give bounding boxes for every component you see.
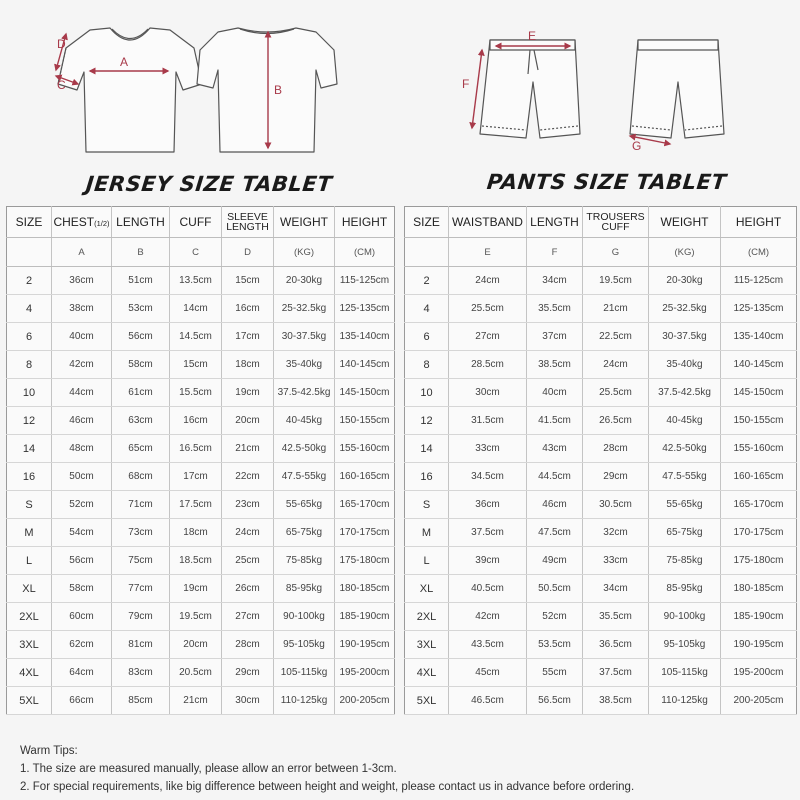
table-row xyxy=(7,435,395,463)
table-row xyxy=(7,491,395,519)
pants-diagram xyxy=(460,22,740,152)
size-cell: 12 xyxy=(405,407,449,435)
header-trousers-cuff xyxy=(583,207,649,238)
dimension-f-arrow xyxy=(472,50,482,128)
value-cell: 170-175cm xyxy=(335,519,395,547)
value-cell: 24cm xyxy=(222,519,274,547)
value-cell: 160-165cm xyxy=(335,463,395,491)
value-cell: 34cm xyxy=(527,267,583,295)
table-row xyxy=(405,659,797,687)
tips-line-2: 2. For special requirements, like big difference between height and weight, please contact us in advance before ordering. xyxy=(20,781,635,793)
header-trousers-line2: CUFF xyxy=(601,220,630,233)
value-cell: 25-32.5kg xyxy=(274,295,335,323)
table-row xyxy=(405,631,797,659)
value-cell: 140-145cm xyxy=(335,351,395,379)
value-cell: 61cm xyxy=(112,379,170,407)
header-sleeve-line1: SLEEVE xyxy=(227,210,268,223)
value-cell: 20-30kg xyxy=(649,267,721,295)
value-cell: 56.5cm xyxy=(527,687,583,715)
value-cell: 46cm xyxy=(52,407,112,435)
value-cell: 33cm xyxy=(449,435,527,463)
value-cell: 52cm xyxy=(527,603,583,631)
size-cell: 5XL xyxy=(405,687,449,715)
header-cuff: CUFF xyxy=(170,207,222,238)
value-cell: 21cm xyxy=(222,435,274,463)
value-cell: 35-40kg xyxy=(649,351,721,379)
size-cell: XL xyxy=(405,575,449,603)
value-cell: 22.5cm xyxy=(583,323,649,351)
value-cell: 23cm xyxy=(222,491,274,519)
value-cell: 46.5cm xyxy=(449,687,527,715)
value-cell: 17cm xyxy=(222,323,274,351)
value-cell: 17cm xyxy=(170,463,222,491)
size-cell: 10 xyxy=(405,379,449,407)
size-cell: 3XL xyxy=(405,631,449,659)
table-row xyxy=(405,491,797,519)
value-cell: 51cm xyxy=(112,267,170,295)
value-cell: 25.5cm xyxy=(449,295,527,323)
header-height: HEIGHT xyxy=(335,207,395,238)
header-weight: WEIGHT xyxy=(274,207,335,238)
value-cell: 81cm xyxy=(112,631,170,659)
header-weight: WEIGHT xyxy=(649,207,721,238)
value-cell: 15cm xyxy=(222,267,274,295)
table-row xyxy=(7,687,395,715)
value-cell: 190-195cm xyxy=(721,631,797,659)
size-cell: 2 xyxy=(7,267,52,295)
value-cell: 19.5cm xyxy=(170,603,222,631)
value-cell: 16.5cm xyxy=(170,435,222,463)
value-cell: 25cm xyxy=(222,547,274,575)
table-row xyxy=(405,407,797,435)
value-cell: 115-125cm xyxy=(335,267,395,295)
value-cell: 50cm xyxy=(52,463,112,491)
value-cell: 20.5cm xyxy=(170,659,222,687)
value-cell: 56cm xyxy=(112,323,170,351)
value-cell: 43.5cm xyxy=(449,631,527,659)
value-cell: 30cm xyxy=(449,379,527,407)
value-cell: 165-170cm xyxy=(335,491,395,519)
value-cell: 37.5cm xyxy=(583,659,649,687)
value-cell: 65cm xyxy=(112,435,170,463)
size-cell: 4 xyxy=(405,295,449,323)
value-cell: 37.5-42.5kg xyxy=(649,379,721,407)
value-cell: 180-185cm xyxy=(721,575,797,603)
unit-cell xyxy=(7,238,52,267)
value-cell: 64cm xyxy=(52,659,112,687)
value-cell: 155-160cm xyxy=(721,435,797,463)
size-cell: 6 xyxy=(405,323,449,351)
value-cell: 75-85kg xyxy=(274,547,335,575)
value-cell: 55cm xyxy=(527,659,583,687)
value-cell: 18cm xyxy=(170,519,222,547)
value-cell: 37.5-42.5kg xyxy=(274,379,335,407)
value-cell: 53cm xyxy=(112,295,170,323)
value-cell: 62cm xyxy=(52,631,112,659)
table-row xyxy=(7,547,395,575)
value-cell: 26cm xyxy=(222,575,274,603)
warm-tips xyxy=(20,742,634,796)
value-cell: 115-125cm xyxy=(721,267,797,295)
value-cell: 140-145cm xyxy=(721,351,797,379)
value-cell: 16cm xyxy=(170,407,222,435)
value-cell: 195-200cm xyxy=(335,659,395,687)
value-cell: 95-105kg xyxy=(274,631,335,659)
table-row xyxy=(405,323,797,351)
table-row xyxy=(7,659,395,687)
value-cell: 125-135cm xyxy=(721,295,797,323)
value-cell: 28cm xyxy=(222,631,274,659)
unit-cell: C xyxy=(170,238,222,267)
dimension-d-label: D xyxy=(57,37,66,51)
value-cell: 55-65kg xyxy=(649,491,721,519)
value-cell: 135-140cm xyxy=(335,323,395,351)
value-cell: 48cm xyxy=(52,435,112,463)
value-cell: 19.5cm xyxy=(583,267,649,295)
pants-size-table xyxy=(404,206,797,715)
value-cell: 36.5cm xyxy=(583,631,649,659)
table-row xyxy=(405,463,797,491)
value-cell: 95-105kg xyxy=(649,631,721,659)
value-cell: 54cm xyxy=(52,519,112,547)
value-cell: 44.5cm xyxy=(527,463,583,491)
value-cell: 85-95kg xyxy=(649,575,721,603)
value-cell: 19cm xyxy=(222,379,274,407)
value-cell: 20cm xyxy=(170,631,222,659)
unit-cell: A xyxy=(52,238,112,267)
table-row xyxy=(405,687,797,715)
value-cell: 65-75kg xyxy=(649,519,721,547)
value-cell: 25-32.5kg xyxy=(649,295,721,323)
pants-front-icon xyxy=(480,40,580,138)
value-cell: 38cm xyxy=(52,295,112,323)
value-cell: 38.5cm xyxy=(583,687,649,715)
value-cell: 17.5cm xyxy=(170,491,222,519)
value-cell: 145-150cm xyxy=(335,379,395,407)
value-cell: 14cm xyxy=(170,295,222,323)
value-cell: 75-85kg xyxy=(649,547,721,575)
value-cell: 85-95kg xyxy=(274,575,335,603)
size-cell: 4 xyxy=(7,295,52,323)
pants-header-row xyxy=(405,207,797,238)
value-cell: 35.5cm xyxy=(583,603,649,631)
unit-cell: B xyxy=(112,238,170,267)
value-cell: 32cm xyxy=(583,519,649,547)
value-cell: 200-205cm xyxy=(721,687,797,715)
value-cell: 19cm xyxy=(170,575,222,603)
value-cell: 41.5cm xyxy=(527,407,583,435)
size-cell: M xyxy=(7,519,52,547)
value-cell: 30.5cm xyxy=(583,491,649,519)
table-row xyxy=(7,463,395,491)
value-cell: 21cm xyxy=(170,687,222,715)
value-cell: 155-160cm xyxy=(335,435,395,463)
table-row xyxy=(7,575,395,603)
value-cell: 27cm xyxy=(222,603,274,631)
size-cell: M xyxy=(405,519,449,547)
jersey-back-icon xyxy=(197,28,337,152)
table-row xyxy=(7,351,395,379)
value-cell: 90-100kg xyxy=(274,603,335,631)
value-cell: 30cm xyxy=(222,687,274,715)
table-row xyxy=(405,575,797,603)
jersey-header-row xyxy=(7,207,395,238)
header-chest-label: CHEST xyxy=(53,215,95,229)
value-cell: 58cm xyxy=(112,351,170,379)
tips-line-1: 1. The size are measured manually, please allow an error between 1-3cm. xyxy=(20,763,397,775)
value-cell: 165-170cm xyxy=(721,491,797,519)
table-row xyxy=(7,519,395,547)
unit-cell: (KG) xyxy=(274,238,335,267)
value-cell: 14.5cm xyxy=(170,323,222,351)
unit-cell: D xyxy=(222,238,274,267)
jersey-diagram xyxy=(40,14,350,164)
value-cell: 185-190cm xyxy=(335,603,395,631)
value-cell: 28cm xyxy=(583,435,649,463)
value-cell: 145-150cm xyxy=(721,379,797,407)
value-cell: 42cm xyxy=(52,351,112,379)
unit-cell: (CM) xyxy=(335,238,395,267)
value-cell: 160-165cm xyxy=(721,463,797,491)
value-cell: 180-185cm xyxy=(335,575,395,603)
value-cell: 22cm xyxy=(222,463,274,491)
table-row xyxy=(7,323,395,351)
dimension-b-label: B xyxy=(274,83,283,97)
value-cell: 83cm xyxy=(112,659,170,687)
table-row xyxy=(405,267,797,295)
value-cell: 18cm xyxy=(222,351,274,379)
jersey-title: JERSEY SIZE TABLET xyxy=(84,172,334,196)
size-cell: L xyxy=(7,547,52,575)
value-cell: 55-65kg xyxy=(274,491,335,519)
unit-cell: F xyxy=(527,238,583,267)
value-cell: 53.5cm xyxy=(527,631,583,659)
value-cell: 34.5cm xyxy=(449,463,527,491)
value-cell: 47.5-55kg xyxy=(274,463,335,491)
value-cell: 42.5-50kg xyxy=(649,435,721,463)
pants-back-icon xyxy=(630,40,724,138)
value-cell: 175-180cm xyxy=(721,547,797,575)
value-cell: 85cm xyxy=(112,687,170,715)
tips-heading: Warm Tips: xyxy=(20,745,78,757)
value-cell: 105-115kg xyxy=(649,659,721,687)
header-waistband: WAISTBAND xyxy=(449,207,527,238)
value-cell: 150-155cm xyxy=(721,407,797,435)
value-cell: 30-37.5kg xyxy=(649,323,721,351)
value-cell: 27cm xyxy=(449,323,527,351)
value-cell: 79cm xyxy=(112,603,170,631)
unit-cell: (KG) xyxy=(649,238,721,267)
value-cell: 15.5cm xyxy=(170,379,222,407)
table-row xyxy=(7,295,395,323)
size-cell: 16 xyxy=(7,463,52,491)
value-cell: 105-115kg xyxy=(274,659,335,687)
value-cell: 195-200cm xyxy=(721,659,797,687)
dimension-c-label: C xyxy=(57,78,66,92)
size-cell: 10 xyxy=(7,379,52,407)
value-cell: 60cm xyxy=(52,603,112,631)
value-cell: 29cm xyxy=(222,659,274,687)
size-cell: 16 xyxy=(405,463,449,491)
value-cell: 110-125kg xyxy=(649,687,721,715)
unit-cell: E xyxy=(449,238,527,267)
value-cell: 16cm xyxy=(222,295,274,323)
value-cell: 46cm xyxy=(527,491,583,519)
value-cell: 25.5cm xyxy=(583,379,649,407)
value-cell: 65-75kg xyxy=(274,519,335,547)
value-cell: 24cm xyxy=(449,267,527,295)
value-cell: 40cm xyxy=(527,379,583,407)
value-cell: 56cm xyxy=(52,547,112,575)
header-sleeve-length xyxy=(222,207,274,238)
table-row xyxy=(7,267,395,295)
table-row xyxy=(405,351,797,379)
value-cell: 75cm xyxy=(112,547,170,575)
value-cell: 71cm xyxy=(112,491,170,519)
size-cell: 3XL xyxy=(7,631,52,659)
table-row xyxy=(405,603,797,631)
unit-cell: (CM) xyxy=(721,238,797,267)
size-cell: XL xyxy=(7,575,52,603)
value-cell: 31.5cm xyxy=(449,407,527,435)
size-cell: 12 xyxy=(7,407,52,435)
unit-cell xyxy=(405,238,449,267)
pants-unit-row xyxy=(405,238,797,267)
value-cell: 44cm xyxy=(52,379,112,407)
header-trousers-line1: TROUSERS xyxy=(586,210,645,223)
size-cell: 8 xyxy=(7,351,52,379)
table-row xyxy=(7,407,395,435)
value-cell: 40.5cm xyxy=(449,575,527,603)
table-row xyxy=(7,631,395,659)
value-cell: 20cm xyxy=(222,407,274,435)
value-cell: 52cm xyxy=(52,491,112,519)
value-cell: 175-180cm xyxy=(335,547,395,575)
size-cell: 2XL xyxy=(7,603,52,631)
header-size: SIZE xyxy=(405,207,449,238)
value-cell: 18.5cm xyxy=(170,547,222,575)
value-cell: 90-100kg xyxy=(649,603,721,631)
value-cell: 200-205cm xyxy=(335,687,395,715)
value-cell: 43cm xyxy=(527,435,583,463)
dimension-g-label: G xyxy=(632,139,642,152)
value-cell: 42.5-50kg xyxy=(274,435,335,463)
size-cell: S xyxy=(405,491,449,519)
size-cell: 4XL xyxy=(405,659,449,687)
header-height: HEIGHT xyxy=(721,207,797,238)
value-cell: 40-45kg xyxy=(274,407,335,435)
dimension-f-label: F xyxy=(462,77,470,91)
value-cell: 63cm xyxy=(112,407,170,435)
value-cell: 21cm xyxy=(583,295,649,323)
value-cell: 190-195cm xyxy=(335,631,395,659)
value-cell: 66cm xyxy=(52,687,112,715)
table-row xyxy=(405,435,797,463)
unit-cell: G xyxy=(583,238,649,267)
value-cell: 35-40kg xyxy=(274,351,335,379)
value-cell: 30-37.5kg xyxy=(274,323,335,351)
dimension-a-label: A xyxy=(120,55,129,69)
value-cell: 170-175cm xyxy=(721,519,797,547)
pants-title: PANTS SIZE TABLET xyxy=(485,170,728,194)
size-cell: 8 xyxy=(405,351,449,379)
value-cell: 13.5cm xyxy=(170,267,222,295)
table-row xyxy=(405,547,797,575)
jersey-unit-row xyxy=(7,238,395,267)
value-cell: 29cm xyxy=(583,463,649,491)
value-cell: 15cm xyxy=(170,351,222,379)
size-cell: 6 xyxy=(7,323,52,351)
value-cell: 47.5cm xyxy=(527,519,583,547)
header-length: LENGTH xyxy=(527,207,583,238)
value-cell: 125-135cm xyxy=(335,295,395,323)
size-cell: S xyxy=(7,491,52,519)
value-cell: 37.5cm xyxy=(449,519,527,547)
table-row xyxy=(405,519,797,547)
jersey-front-icon xyxy=(58,28,202,152)
value-cell: 40cm xyxy=(52,323,112,351)
size-cell: 5XL xyxy=(7,687,52,715)
value-cell: 47.5-55kg xyxy=(649,463,721,491)
jersey-size-table xyxy=(6,206,395,715)
value-cell: 33cm xyxy=(583,547,649,575)
value-cell: 58cm xyxy=(52,575,112,603)
value-cell: 28.5cm xyxy=(449,351,527,379)
size-cell: 14 xyxy=(405,435,449,463)
value-cell: 150-155cm xyxy=(335,407,395,435)
size-cell: L xyxy=(405,547,449,575)
value-cell: 37cm xyxy=(527,323,583,351)
value-cell: 49cm xyxy=(527,547,583,575)
value-cell: 34cm xyxy=(583,575,649,603)
value-cell: 36cm xyxy=(52,267,112,295)
value-cell: 35.5cm xyxy=(527,295,583,323)
table-row xyxy=(7,379,395,407)
value-cell: 20-30kg xyxy=(274,267,335,295)
header-size: SIZE xyxy=(7,207,52,238)
table-row xyxy=(405,295,797,323)
value-cell: 36cm xyxy=(449,491,527,519)
size-cell: 14 xyxy=(7,435,52,463)
value-cell: 38.5cm xyxy=(527,351,583,379)
dimension-e-label: E xyxy=(528,29,537,43)
size-cell: 4XL xyxy=(7,659,52,687)
value-cell: 42cm xyxy=(449,603,527,631)
value-cell: 77cm xyxy=(112,575,170,603)
table-row xyxy=(7,603,395,631)
value-cell: 24cm xyxy=(583,351,649,379)
value-cell: 39cm xyxy=(449,547,527,575)
table-row xyxy=(405,379,797,407)
value-cell: 26.5cm xyxy=(583,407,649,435)
header-sleeve-line2: LENGTH xyxy=(226,220,269,233)
header-chest-sub: (1/2) xyxy=(94,219,110,228)
size-cell: 2 xyxy=(405,267,449,295)
value-cell: 73cm xyxy=(112,519,170,547)
header-chest xyxy=(52,207,112,238)
value-cell: 185-190cm xyxy=(721,603,797,631)
value-cell: 135-140cm xyxy=(721,323,797,351)
size-cell: 2XL xyxy=(405,603,449,631)
header-length: LENGTH xyxy=(112,207,170,238)
value-cell: 40-45kg xyxy=(649,407,721,435)
value-cell: 110-125kg xyxy=(274,687,335,715)
value-cell: 68cm xyxy=(112,463,170,491)
value-cell: 45cm xyxy=(449,659,527,687)
value-cell: 50.5cm xyxy=(527,575,583,603)
